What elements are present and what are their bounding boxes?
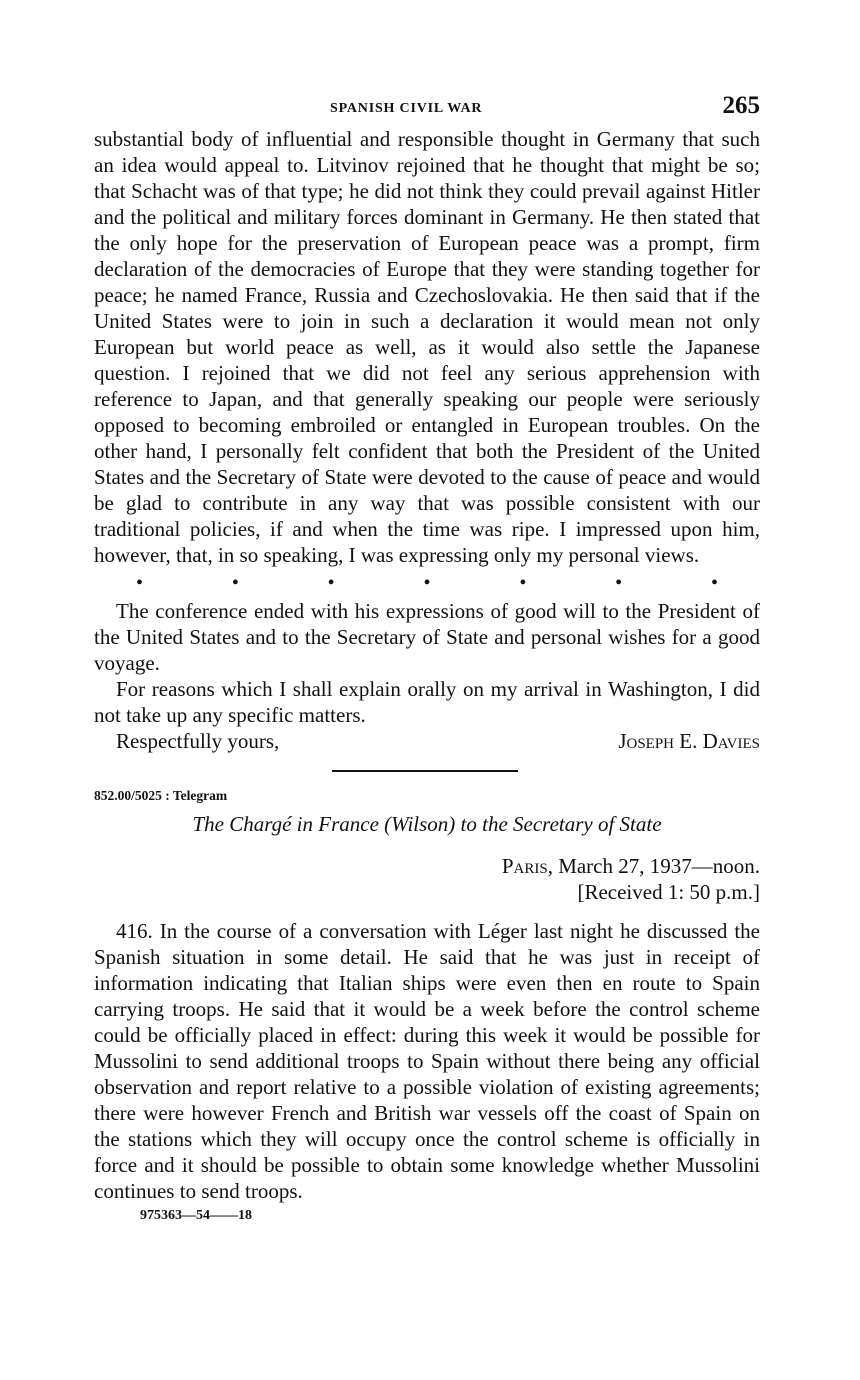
page-number: 265 (722, 92, 760, 119)
letter-closing (94, 728, 760, 754)
received-time: [Received 1: 50 p.m.] (577, 880, 760, 904)
dateline-place: Paris (501, 854, 548, 878)
continued-paragraph: substantial body of influential and responsible thought in Germany that such an idea would appeal to. Litvinov rejoined that he thought that might be so; that Schacht was of that type; he did not think they could prevail against Hitler and the political and military forces dominant in Germany. He then stated that the only hope for the preservation of European peace was a prompt, firm declaration of the democracies of Europe that they were standing together for peace; he named France, Russia and Czechoslovakia. He then said that if the United States were to join in such a declaration it would mean not only European but world peace as well, as it would also settle the Japanese question. I rejoined that we did not feel any serious apprehension with reference to Japan, and that generally speaking our people were seriously opposed to becoming embroiled or entangled in European troubles. On the other hand, I personally felt confident that both the President of the United States and the Secretary of State were devoted to the cause of peace and would be glad to contribute in any way that was possible consistent with our traditional policies, if and when the time was ripe. I impressed upon him, however, that, in so speaking, I was expressing only my personal views. (94, 127, 760, 567)
conference-paragraph: The conference ended with his expressions of good will to the President of the United States and to the Secretary of State and personal wishes for a good voyage. (94, 599, 760, 675)
dateline (94, 853, 760, 879)
ellipsis-row (94, 568, 760, 598)
telegram-title: The Chargé in France (Wilson) to the Secretary of State (192, 812, 662, 836)
dateline-date: , March 27, 1937—noon. (547, 854, 760, 878)
ellipsis-dot: • (519, 572, 527, 594)
ellipsis-dot: • (327, 572, 335, 594)
ellipsis-dot: • (710, 572, 718, 594)
telegram-body: 416. In the course of a conversation with Léger last night he discussed the Spanish situation in some detail. He said that he was just in receipt of information indicating that Italian ships were even then en route to Spain carrying troops. He said that it would be a week before the control scheme could be officially placed in effect: during this week it would be possible for Mussolini to send additional troops to Spain without there being any official observation and report relative to a possible violation of existing agreements; there were however French and British war vessels off the coast of Spain on the stations which they will occupy once the control scheme is officially in force and it should be possible to obtain some knowledge whether Mussolini continues to send troops. (94, 919, 760, 1203)
complimentary-close: Respectfully yours, (116, 729, 280, 753)
document-page (94, 90, 760, 1225)
print-code: 975363—54——18 (140, 1208, 252, 1223)
reasons-paragraph: For reasons which I shall explain orally on my arrival in Washington, I did not take up any specific matters. (94, 677, 760, 727)
file-number: 852.00/5025 : Telegram (94, 788, 228, 803)
ellipsis-dot: • (231, 572, 239, 594)
ellipsis-dot: • (615, 572, 623, 594)
page-header (94, 90, 760, 126)
ellipsis-dot: • (423, 572, 431, 594)
section-divider (332, 770, 518, 772)
signature: Joseph E. Davies (618, 729, 760, 753)
running-title: SPANISH CIVIL WAR (330, 101, 483, 116)
ellipsis-dot: • (136, 572, 144, 594)
